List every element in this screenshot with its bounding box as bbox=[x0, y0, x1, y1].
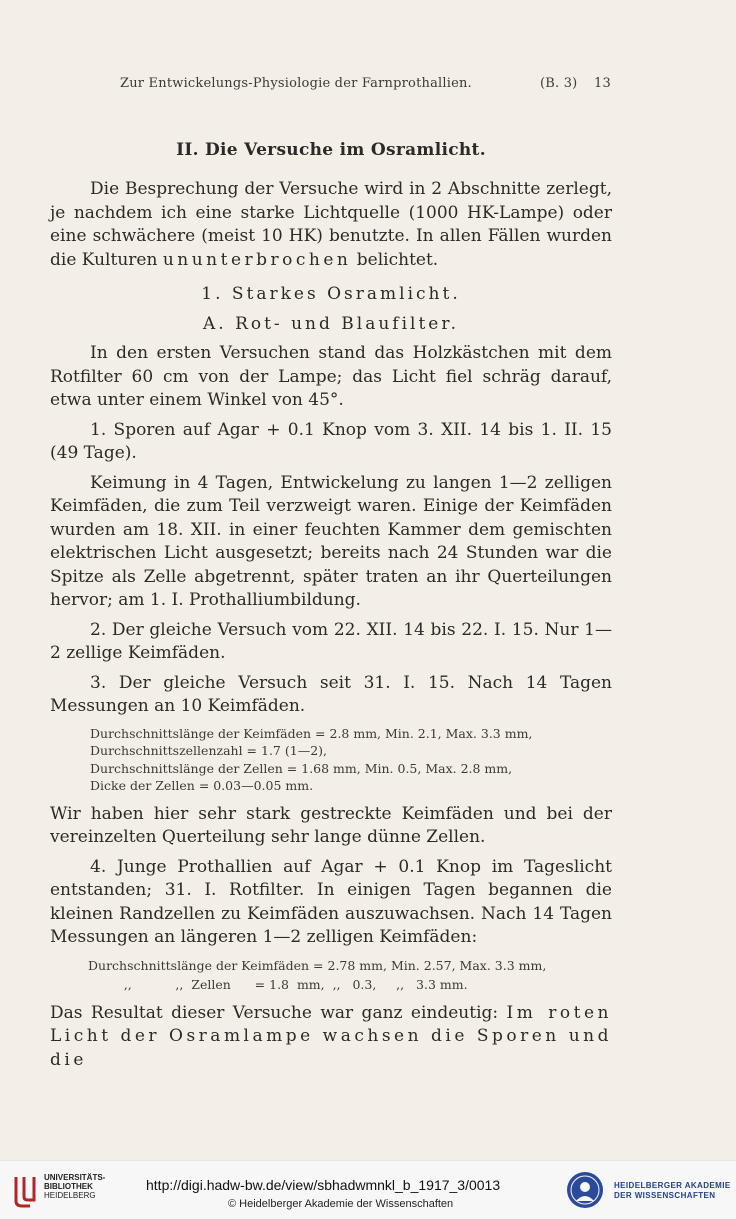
experiment-4: 4. Junge Prothallien auf Agar + 0.1 Knop im Tageslicht entstanden; 31. I. Rotfilter. In einigen Tagen begannen die kleinen Randzellen zu Keimfäden auszuwachsen. Nach 14 Tagen Messungen an längeren 1—2 zelligen Keimfäden: bbox=[50, 856, 612, 947]
academy-label-line: DER WISSENSCHAFTEN bbox=[614, 1191, 716, 1200]
ub-label-line: UNIVERSITÄTS- bbox=[44, 1173, 106, 1182]
academy-seal-icon bbox=[566, 1171, 604, 1209]
section-title: II. Die Versuche im Osramlicht. bbox=[176, 140, 486, 160]
measurements-block-2 bbox=[88, 956, 612, 994]
footer-bar bbox=[0, 1160, 736, 1219]
intro-paragraph bbox=[50, 178, 612, 272]
setup-paragraph: In den ersten Versuchen stand das Holzkästchen mit dem Rotfilter 60 cm von der Lampe; das Licht fiel schräg darauf, etwa unter einem Winkel von 45°. bbox=[50, 343, 612, 410]
ub-label-line: BIBLIOTHEK bbox=[44, 1182, 93, 1191]
copyright-notice: © Heidelberger Akademie der Wissenschaften bbox=[228, 1198, 454, 1210]
permalink-link[interactable]: http://digi.hadw-bw.de/view/sbhadwmnkl_b_1917_3/0013 bbox=[146, 1177, 501, 1193]
conclusion-emphasis: Im roten Licht der Osramlampe wachsen die Sporen und die bbox=[50, 1002, 612, 1070]
experiment-2: 2. Der gleiche Versuch vom 22. XII. 14 bis 22. I. 15. Nur 1—2 zellige Keimfäden. bbox=[50, 619, 612, 663]
running-head-title: Zur Entwickelungs-Physiologie der Farnprothallien. bbox=[120, 76, 472, 91]
subheading-filters: A. Rot- und Blaufilter. bbox=[202, 314, 460, 334]
body-text bbox=[50, 140, 612, 1072]
measurement-line: Durchschnittslänge der Keimfäden = 2.78 mm, Min. 2.57, Max. 3.3 mm, bbox=[88, 957, 547, 973]
intro-text-start: Die Besprechung der Versuche wird in 2 Abschnitte zerlegt, je nachdem ich eine starke Lichtquelle (1000 HK-Lampe) oder eine schwächere (meist 10 HK) benutzte. In allen Fällen wurden die Kulturen bbox=[50, 179, 612, 270]
measurement-line: Dicke der Zellen = 0.03—0.05 mm. bbox=[90, 778, 314, 793]
intro-text-end: belichtet. bbox=[351, 249, 439, 270]
experiment-1-text: Keimung in 4 Tagen, Entwickelung zu langen 1—2 zelligen Keimfäden, die zum Teil verzweigt waren. Einige der Keimfäden wurden am 18. XII. in einer feuchten Kammer dem gemischten elektrischen Licht ausgesetzt; bereits nach 24 Stunden war die Spitze als Zelle abgetrennt, später traten an ihr Querteilungen hervor; am 1. I. Prothalliumbildung. bbox=[50, 472, 612, 610]
measurement-line: Durchschnittszellenzahl = 1.7 (1—2), bbox=[90, 743, 327, 758]
measurement-line: Durchschnittslänge der Keimfäden = 2.8 mm, Min. 2.1, Max. 3.3 mm, bbox=[90, 725, 533, 741]
conclusion-paragraph bbox=[50, 1002, 612, 1073]
ub-label-line: HEIDELBERG bbox=[44, 1191, 96, 1200]
academy-label-line: HEIDELBERGER AKADEMIE bbox=[614, 1181, 731, 1190]
measurement-line: ,, ,, Zellen = 1.8 mm, ,, 0.3, ,, 3.3 mm. bbox=[88, 976, 468, 992]
conclusion-text: Das Resultat dieser Versuche war ganz eindeutig: bbox=[50, 1002, 507, 1023]
measurements-block-1 bbox=[90, 725, 612, 795]
intro-emphasis: ununterbrochen bbox=[162, 249, 352, 270]
experiment-3: 3. Der gleiche Versuch seit 31. I. 15. Nach 14 Tagen Messungen an 10 Keimfäden. bbox=[50, 672, 612, 716]
measurement-line: Durchschnittslänge der Zellen = 1.68 mm, Min. 0.5, Max. 2.8 mm, bbox=[90, 760, 513, 776]
subheading-strong-light: 1. Starkes Osramlicht. bbox=[201, 284, 461, 304]
page-number: 13 bbox=[594, 76, 611, 91]
university-library-logo-icon bbox=[10, 1173, 40, 1209]
running-head-reference: (B. 3) bbox=[540, 76, 578, 91]
result-paragraph: Wir haben hier sehr stark gestreckte Keimfäden und bei der vereinzelten Querteilung sehr lange dünne Zellen. bbox=[50, 803, 612, 847]
experiment-1-title: 1. Sporen auf Agar + 0.1 Knop vom 3. XII. 14 bis 1. II. 15 (49 Tage). bbox=[50, 419, 612, 463]
university-library-label bbox=[44, 1173, 105, 1200]
academy-label bbox=[614, 1181, 731, 1201]
